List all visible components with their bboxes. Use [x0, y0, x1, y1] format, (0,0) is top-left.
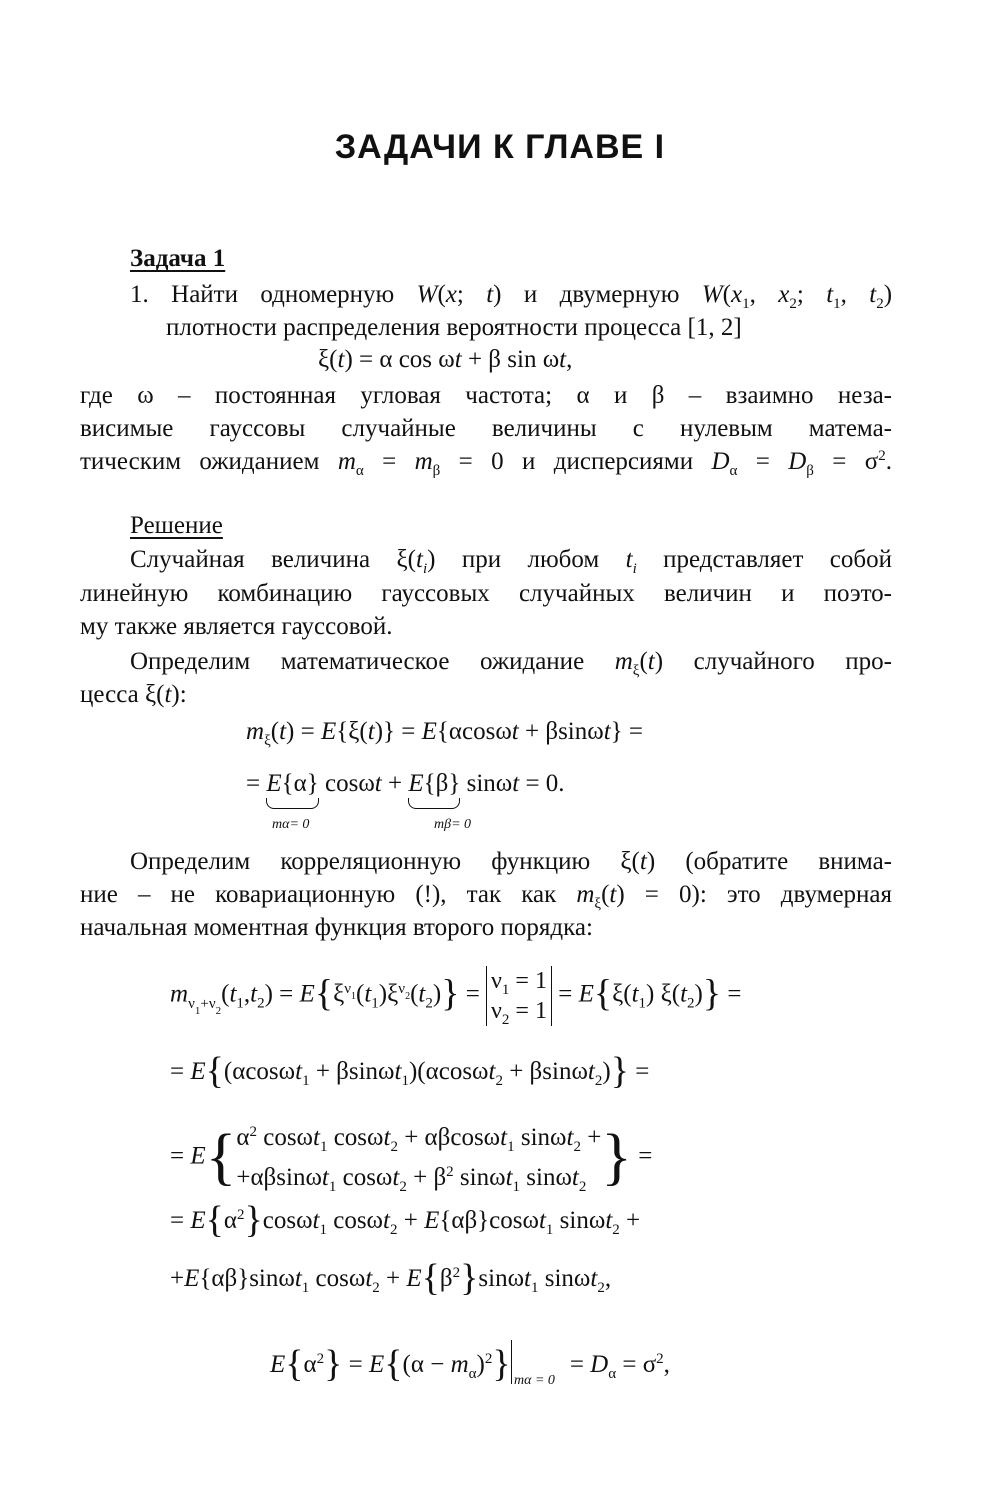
brace-label-m-alpha: mα= 0 [272, 817, 310, 832]
where-text: тическим ожиданием [80, 448, 320, 475]
correlation-equation-line-1: $m_{\nu_1+\nu_2}(t_1,t_2) = E\{\xi^{\nu_1}(t_1)\xi^{\nu_2}(t_2)\} = \nu_1 = 1$ $\nu_2 = 1 = E\{\xi(t_1) \xi(t_2)\}$ = [170, 968, 742, 1028]
solution-text: Определим математическое ожидание [130, 648, 585, 675]
solution-text: при любом [461, 546, 600, 573]
where-line-1: где ω – постоянная угловая частота; α и β – взаимно неза- [80, 382, 892, 409]
where-line-2: висимые гауссовы случайные величины с нулевым матема- [80, 415, 892, 442]
problem-number: 1. [130, 281, 149, 308]
correlation-equation-line-4: = $E\{\alpha^2\}\cos\omega t_1$ cosωt$_2$ + E{αβ}cosωt$_1$ sinωt$_2$ + [170, 1199, 641, 1241]
solution-text: представляет собой [663, 546, 893, 573]
solution-text: цесса [80, 681, 139, 708]
solution-text: (обратите внима- [685, 848, 892, 875]
solution-text: случайного про- [693, 648, 893, 675]
solution-p2-line-1: Определим математическое ожидание $m_\xi(t)$ случайного про- [130, 648, 893, 679]
brace-label-m-beta: mβ= 0 [434, 817, 472, 832]
solution-text: ние – не ковариационную (!), так как [80, 881, 557, 908]
variance-equation: $E\{\alpha^2\} = E\{(\alpha - m_\alpha)^2\} = D_\alpha = \sigma^2$, [270, 1340, 670, 1384]
solution-p1-line-1: Случайная величина $\xi(t_i)$ при любом $t_i$ представляет собой [130, 546, 893, 577]
underbrace-e-beta: E{β} [408, 768, 460, 800]
correlation-equation-line-3: = $E\{\alpha^2$ cosωt$_1$ cosωt$_2$ + αβcosωt$_1$ sinωt$_2$ + +αβsinωt$_1$ $\cos\omega t_2 + \beta^2$ sinωt$_1$ sinωt$_2$ } = [170, 1120, 653, 1195]
correlation-equation-line-5: +E{αβ}sinωt$_1$ $\cos\omega t_2 + E\{\beta^2\}\sin\omega t_1$ sinωt$_2$, [170, 1257, 612, 1299]
process-definition: ξ(t) = α cos ωt + β sin ωt, [318, 346, 573, 373]
solution-text: Определим корреляционную функцию [130, 848, 591, 875]
correlation-equation-line-2: = E{(αcosωt$_1$ + βsinωt$_1$)(αcosωt$_2$ + βsinωt$_2$)} = [170, 1050, 650, 1092]
mean-equation-line-1: $m_\xi(t) = E\{\xi(t)\} = E\{\alpha\cos\omega t + \beta\sin\omega t\}$ = [246, 718, 644, 749]
mean-equation-line-2: = E{α} cosωt + E{β} sinωt = 0. [246, 768, 565, 800]
solution-text: это двумерная [726, 881, 893, 908]
solution-heading: Решение [130, 512, 223, 539]
solution-p3-line-2: ние – не ковариационную (!), так как $m_\xi(t) = 0$): это двумерная [80, 881, 893, 912]
solution-p3-line-3: начальная моментная функция второго порядка: [80, 914, 593, 941]
solution-p3-line-1: Определим корреляционную функцию ξ(t) (обратите внима- [130, 848, 892, 875]
problem-statement-line-1: 1. Найти одномерную W(x; t) и двумерную $W(x_1$, $x_2$; $t_1$, $t_2$) [130, 281, 893, 312]
problem-text: и двумерную [523, 281, 680, 308]
solution-text: Случайная величина [130, 546, 371, 573]
underbrace-e-alpha: E{α} [266, 768, 318, 800]
where-text: и дисперсиями [522, 448, 694, 475]
problem-statement-line-2: плотности распределения вероятности процесса [1, 2] [166, 314, 742, 341]
chapter-title: ЗАДАЧИ К ГЛАВЕ I [334, 128, 666, 166]
problem-heading: Задача 1 [130, 245, 226, 272]
problem-text: Найти одномерную [171, 281, 395, 308]
determinant-nu: $\nu_1 = 1$ $\nu_2 = 1$ [486, 966, 552, 1026]
solution-p1-line-2: линейную комбинацию гауссовых случайных величин и поэто- [80, 580, 892, 607]
eval-label: mα = 0 [514, 1373, 555, 1388]
where-line-3: тическим ожиданием $m_\alpha = m_\beta = 0$ и дисперсиями $D_\alpha = D_\beta = \sigma^2$. [80, 448, 893, 479]
solution-p2-line-2: цесса ξ(t): [80, 681, 187, 708]
solution-p1-line-3: му также является гауссовой. [80, 613, 393, 640]
